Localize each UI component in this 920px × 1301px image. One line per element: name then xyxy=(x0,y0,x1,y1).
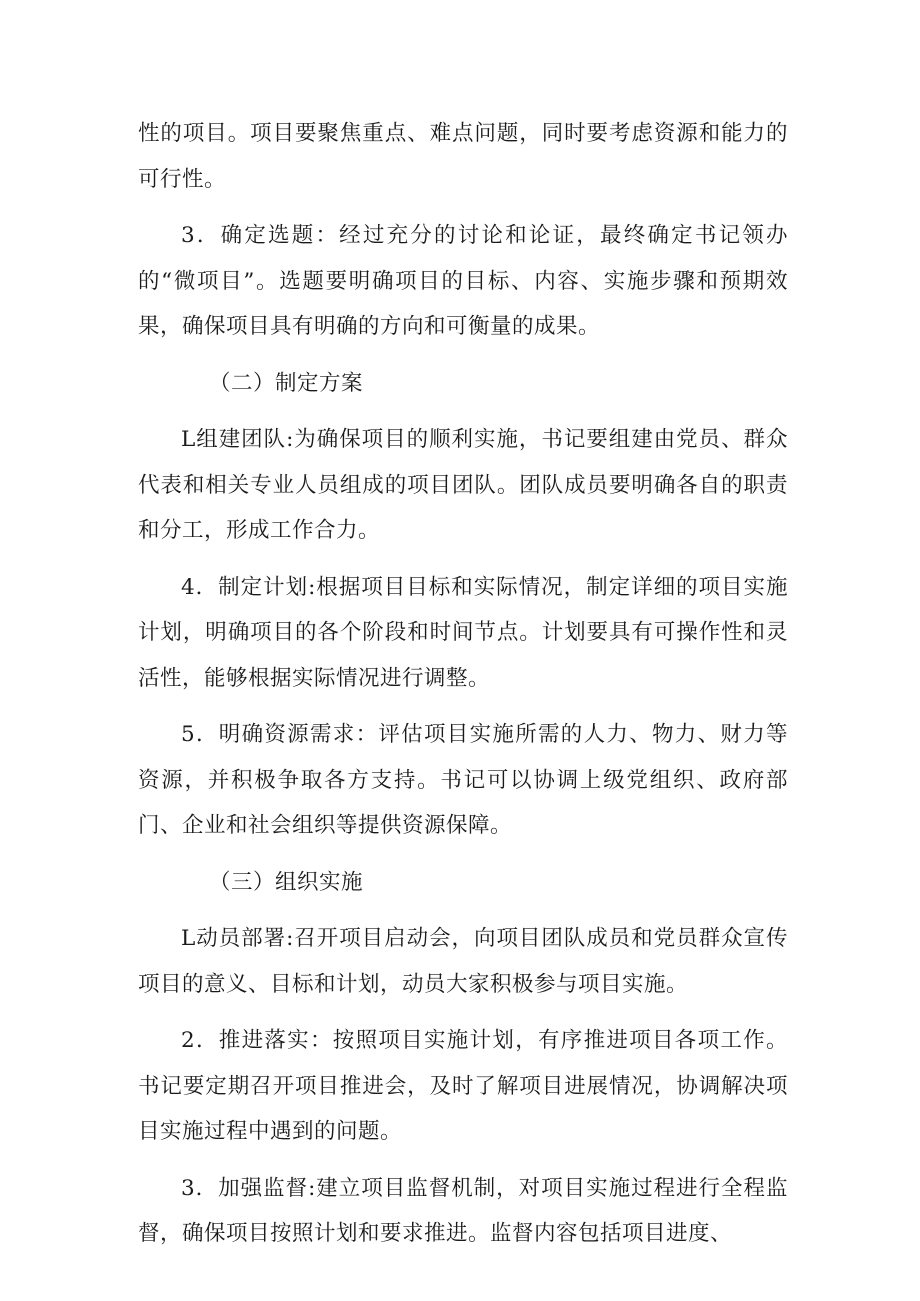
body-paragraph: 性的项目。项目要聚焦重点、难点问题，同时要考虑资源和能力的可行性。 xyxy=(138,121,788,192)
section-heading: （二）制定方案 xyxy=(209,370,364,396)
document-body xyxy=(138,111,788,1268)
body-paragraph: 3．加强监督:建立项目监督机制，对项目实施过程进行全程监督，确保项目按照计划和要求推进。监督内容包括项目进度、 xyxy=(138,1175,788,1246)
body-paragraph: L组建团队:为确保项目的顺利实施，书记要组建由党员、群众代表和相关专业人员组成的项目团队。团队成员要明确各自的职责和分工，形成工作合力。 xyxy=(138,427,788,543)
section-heading: （三）组织实施 xyxy=(209,869,364,895)
body-paragraph: 5．明确资源需求：评估项目实施所需的人力、物力、财力等资源，并积极争取各方支持。书记可以协调上级党组织、政府部门、企业和社会组织等提供资源保障。 xyxy=(138,722,788,838)
body-paragraph: 4．制定计划:根据项目目标和实际情况，制定详细的项目实施计划，明确项目的各个阶段和时间节点。计划要具有可操作性和灵活性，能够根据实际情况进行调整。 xyxy=(138,574,788,691)
body-paragraph: 2．推进落实：按照项目实施计划，有序推进项目各项工作。书记要定期召开项目推进会，及时了解项目进展情况，协调解决项目实施过程中遇到的问题。 xyxy=(138,1028,788,1144)
body-paragraph: L动员部署:召开项目启动会，向项目团队成员和党员群众宣传项目的意义、目标和计划，动员大家积极参与项目实施。 xyxy=(138,926,788,997)
body-paragraph: 3．确定选题：经过充分的讨论和论证，最终确定书记领办的“微项目”。选题要明确项目的目标、内容、实施步骤和预期效果，确保项目具有明确的方向和可衡量的成果。 xyxy=(138,223,788,339)
